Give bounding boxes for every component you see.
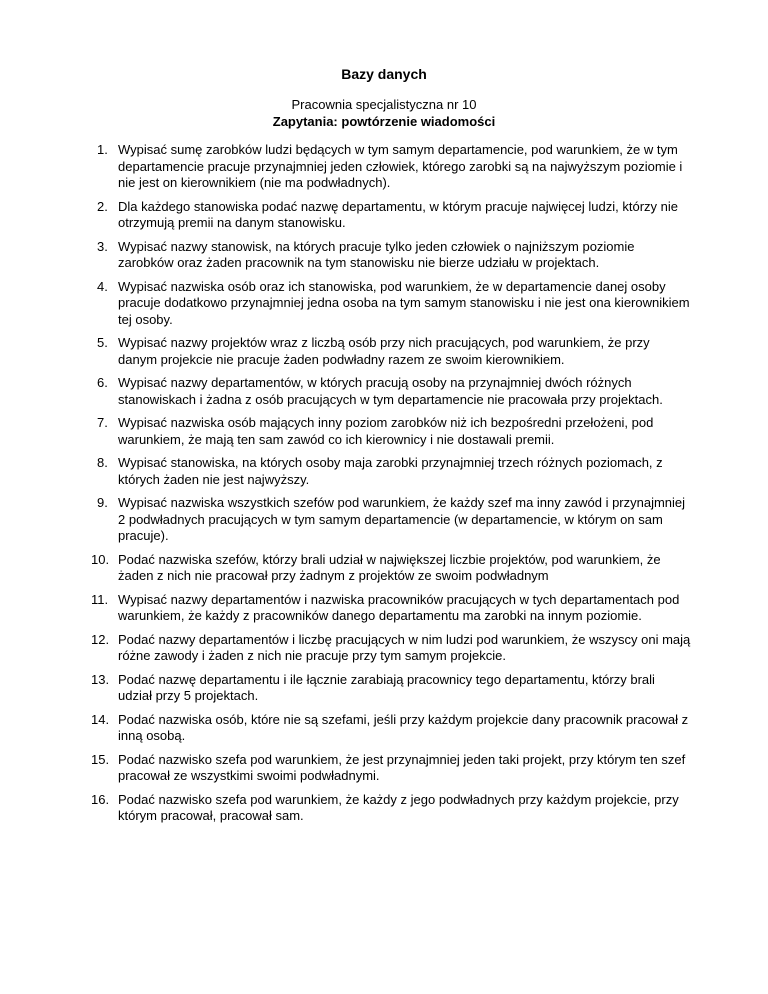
question-item <box>91 631 692 665</box>
document-heading: Zapytania: powtórzenie wiadomości <box>272 114 496 129</box>
question-number: 2. <box>97 198 108 214</box>
question-item <box>97 415 692 448</box>
question-number: 13. <box>91 671 110 687</box>
question-item <box>91 751 692 785</box>
question-item <box>97 239 692 272</box>
question-text: Wypisać stanowiska, na których osoby maja zarobki przynajmniej trzech różnych poziomach, z których żaden nie jest najwyższy. <box>118 455 663 487</box>
question-item <box>97 495 692 545</box>
question-text: Wypisać nazwy departamentów, w których pracują osoby na przynajmniej dwóch różnych stanowiskach i żadna z osób pracujących w tym departamencie nie pracowała przy projektach. <box>118 375 663 407</box>
question-text: Podać nazwisko szefa pod warunkiem, że każdy z jego podwładnych przy każdym projekcie, przy którym pracował, pracował sam. <box>118 791 679 823</box>
question-number: 10. <box>91 551 110 567</box>
question-text: Wypisać nazwiska osób mających inny poziom zarobków niż ich bezpośredni przełożeni, pod warunkiem, że mają ten sam zawód co ich kierownicy i nie dostawali premii. <box>118 415 654 447</box>
question-number: 11. <box>91 591 109 607</box>
question-number: 4. <box>97 278 108 294</box>
question-item <box>91 591 692 625</box>
question-text: Podać nazwisko szefa pod warunkiem, że jest przynajmniej jeden taki projekt, przy którym ten szef pracował ze wszystkimi swoimi podwładnymi. <box>118 751 686 783</box>
question-text: Podać nazwę departamentu i ile łącznie zarabiają pracownicy tego departamentu, którzy brali udział przy 5 projektach. <box>118 671 655 703</box>
question-item <box>97 142 692 192</box>
question-item <box>97 335 692 368</box>
question-list <box>91 142 692 832</box>
question-text: Wypisać nazwy departamentów i nazwiska pracowników pracujących w tych departamentach pod warunkiem, że każdy z pracowników danego departamentu ma zarobki na innym poziomie. <box>118 591 680 623</box>
question-item <box>97 375 692 408</box>
question-number: 3. <box>97 238 108 254</box>
question-number: 1. <box>97 142 108 157</box>
question-number: 5. <box>97 335 108 350</box>
question-number: 15. <box>91 751 110 767</box>
question-item <box>91 711 692 745</box>
document-subtitle: Pracownia specjalistyczna nr 10 <box>291 97 477 112</box>
question-number: 14. <box>91 711 110 727</box>
question-text: Wypisać nazwiska osób oraz ich stanowiska, pod warunkiem, że w departamencie danej osoby pracuje dodatkowo przynajmniej jedna osoba na tym samym stanowisku i nie jest ona kierownikiem tej osoby. <box>118 278 690 327</box>
question-text: Wypisać nazwy projektów wraz z liczbą osób przy nich pracujących, pod warunkiem, że przy danym projekcie nie pracuje żaden podwładny razem ze swoim kierownikiem. <box>118 335 650 367</box>
question-text: Podać nazwy departamentów i liczbę pracujących w nim ludzi pod warunkiem, że wszyscy oni mają różne zawody i żaden z nich nie pracuje przy tym samym projekcie. <box>118 631 691 663</box>
question-item <box>97 199 692 232</box>
question-text: Wypisać nazwiska wszystkich szefów pod warunkiem, że każdy szef ma inny zawód i przynajmniej 2 podwładnych pracujących w tym samym departamencie (w departamencie, w którym on sam pracuje). <box>118 495 686 543</box>
question-number: 9. <box>97 495 108 510</box>
question-number: 8. <box>97 455 108 470</box>
question-item <box>97 279 692 329</box>
question-text: Wypisać nazwy stanowisk, na których pracuje tylko jeden człowiek o najniższym poziomie zarobków oraz żaden pracownik na tym stanowisku nie bierze udziału w projektach. <box>118 238 635 270</box>
question-item <box>91 551 692 585</box>
question-number: 7. <box>97 415 108 430</box>
question-item <box>91 791 692 825</box>
question-text: Dla każdego stanowiska podać nazwę departamentu, w którym pracuje najwięcej ludzi, którzy nie otrzymują premii na danym stanowisku. <box>118 198 679 230</box>
question-text: Podać nazwiska osób, które nie są szefami, jeśli przy każdym projekcie dany pracownik pracował z inną osobą. <box>118 711 689 743</box>
question-item <box>91 671 692 705</box>
question-text: Podać nazwiska szefów, którzy brali udział w największej liczbie projektów, pod warunkiem, że żaden z nich nie pracował przy żadnym z projektów ze swoim podwładnym <box>118 551 661 583</box>
question-item <box>97 455 692 488</box>
question-number: 6. <box>97 375 108 390</box>
question-number: 12. <box>91 631 110 647</box>
question-text: Wypisać sumę zarobków ludzi będących w tym samym departamencie, pod warunkiem, że w tym departamencie pracuje przynajmniej jeden człowiek, którego zarobki są na najwyższym poziomie i nie jest on kierownikiem (nie ma podwładnych). <box>118 142 683 190</box>
question-number: 16. <box>91 791 110 807</box>
document-title: Bazy danych <box>341 66 427 82</box>
